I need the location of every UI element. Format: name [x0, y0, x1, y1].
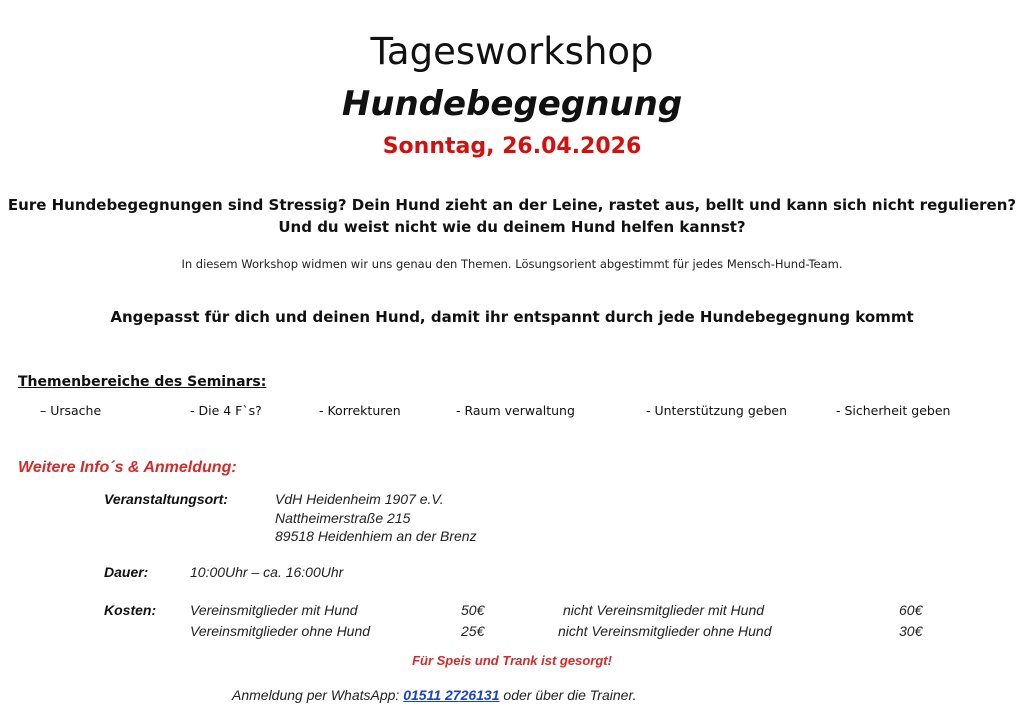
- intro-question-2: Und du weist nicht wie du deinem Hund helfen kannst?: [278, 218, 746, 236]
- signup-prefix: Anmeldung per WhatsApp:: [232, 687, 404, 703]
- costs-label: Kosten:: [104, 602, 157, 618]
- venue-line: 89518 Heidenhiem an der Brenz: [275, 528, 477, 544]
- topic-item: - Unterstützung geben: [646, 403, 788, 418]
- cost-member-label: Vereinsmitglieder ohne Hund: [190, 623, 371, 639]
- page-title: Tagesworkshop: [370, 30, 654, 73]
- venue-label: Veranstaltungsort:: [104, 491, 228, 507]
- event-date: Sonntag, 26.04.2026: [382, 134, 642, 159]
- catering-note: Für Speis und Trank ist gesorgt!: [412, 653, 612, 668]
- cost-nonmember-price: 30€: [899, 623, 923, 639]
- cost-nonmember-label: nicht Vereinsmitglieder ohne Hund: [558, 623, 772, 639]
- intro-description: In diesem Workshop widmen wir uns genau den Themen. Lösungsorient abgestimmt für jedes Mensch-Hund-Team.: [181, 257, 843, 271]
- info-heading: Weitere Info´s & Anmeldung:: [18, 459, 237, 476]
- cost-member-label: Vereinsmitglieder mit Hund: [190, 602, 358, 618]
- venue-line: Nattheimerstraße 215: [275, 510, 411, 526]
- cost-member-price: 25€: [461, 623, 485, 639]
- duration-value: 10:00Uhr – ca. 16:00Uhr: [190, 564, 344, 580]
- topic-item: - Raum verwaltung: [456, 403, 575, 418]
- topic-item: - Sicherheit geben: [836, 403, 951, 418]
- venue-line: VdH Heidenheim 1907 e.V.: [275, 491, 444, 507]
- topic-item: - Die 4 F`s?: [190, 403, 262, 418]
- duration-label: Dauer:: [104, 564, 149, 580]
- signup-line: [232, 687, 636, 703]
- signup-suffix: oder über die Trainer.: [499, 687, 637, 703]
- intro-question-1: Eure Hundebegegnungen sind Stressig? Dein Hund zieht an der Leine, rastet aus, bellt und kann sich nicht regulieren?: [7, 196, 1017, 214]
- intro-tagline: Angepasst für dich und deinen Hund, damit ihr entspannt durch jede Hundebegegnung kommt: [110, 308, 914, 326]
- topic-item: – Ursache: [40, 403, 102, 418]
- topic-item: - Korrekturen: [319, 403, 401, 418]
- cost-nonmember-price: 60€: [899, 602, 923, 618]
- cost-member-price: 50€: [461, 602, 485, 618]
- workshop-subtitle: Hundebegegnung: [341, 84, 683, 124]
- topics-heading: Themenbereiche des Seminars:: [18, 374, 267, 390]
- cost-nonmember-label: nicht Vereinsmitglieder mit Hund: [563, 602, 765, 618]
- whatsapp-phone-link[interactable]: 01511 2726131: [403, 687, 500, 703]
